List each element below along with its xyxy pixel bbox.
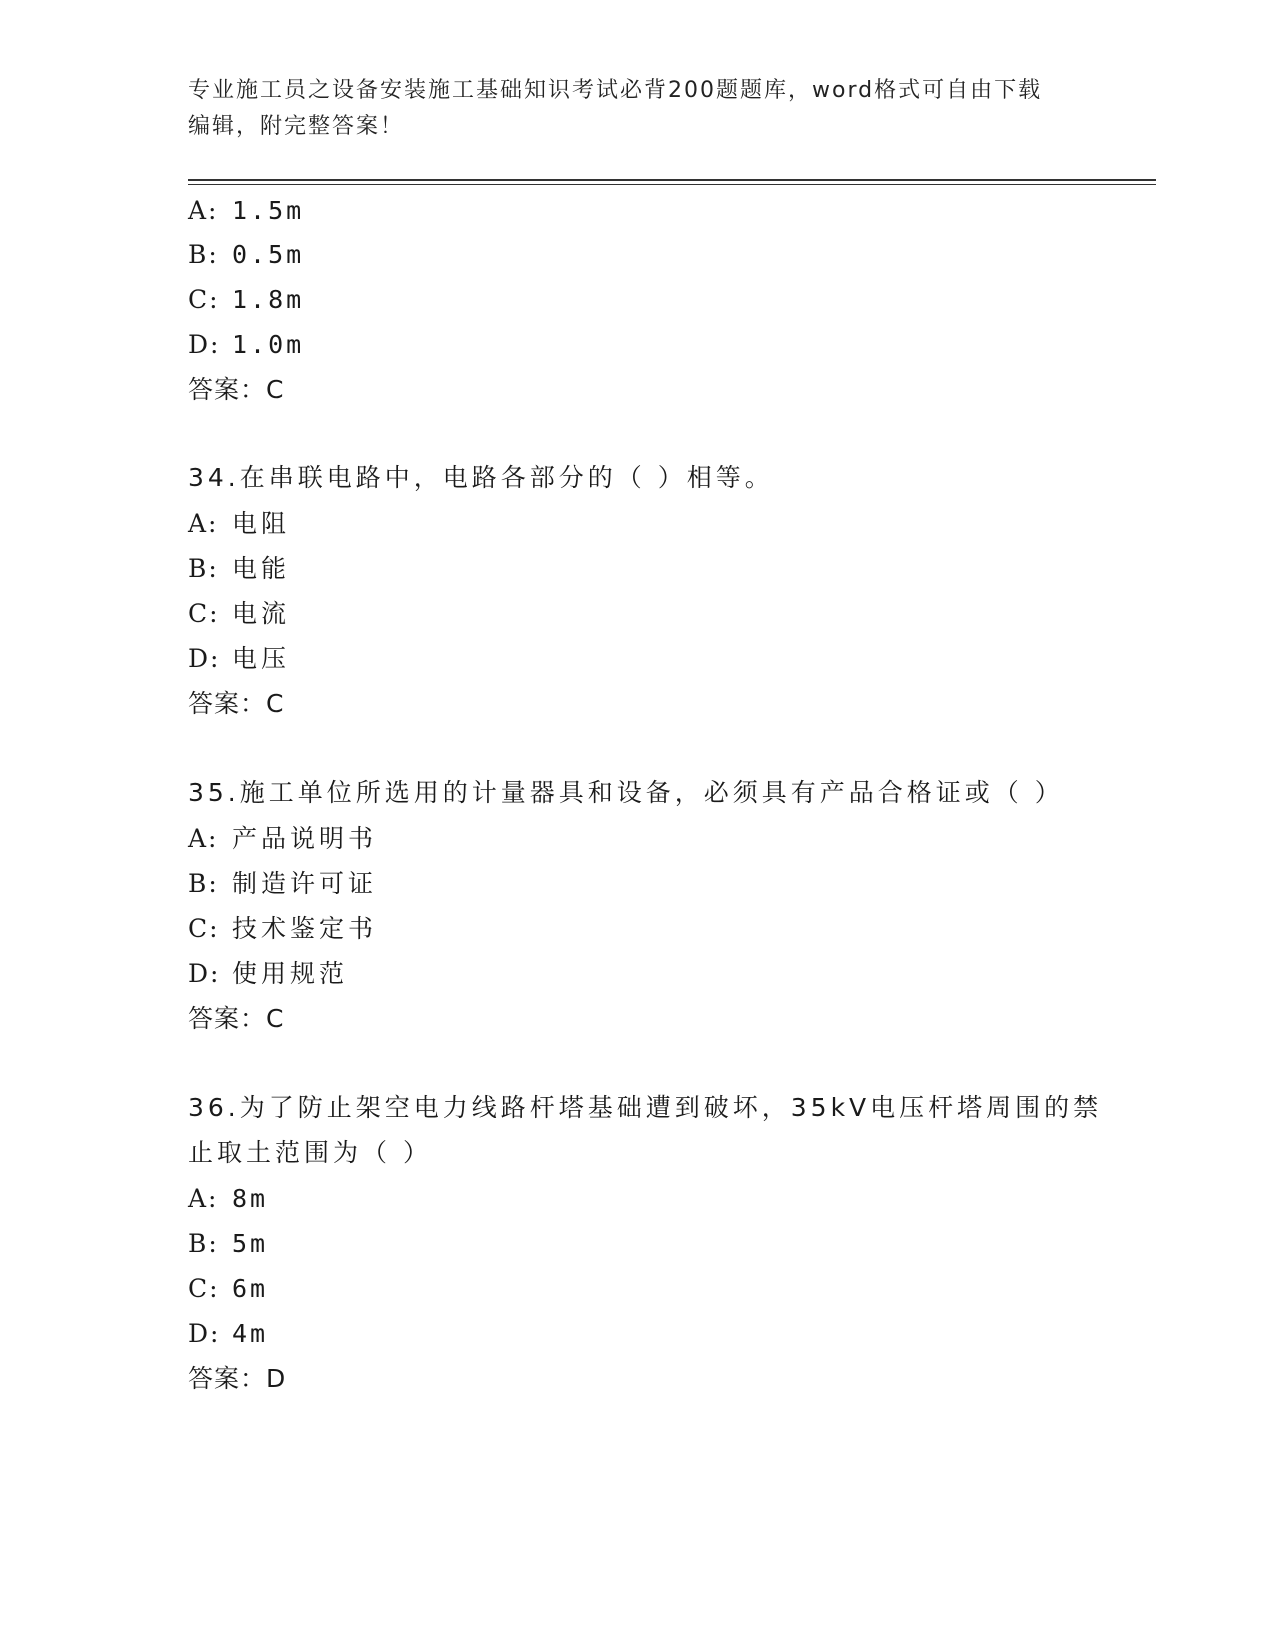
option-key: C: [188, 1274, 220, 1303]
option-key: C: [188, 599, 220, 628]
q36-option-c [188, 1274, 268, 1304]
q34-option-d [188, 644, 290, 674]
q33-option-b [188, 240, 304, 270]
q36-answer: 答案：D [188, 1364, 287, 1393]
option-value: 技术鉴定书 [232, 914, 378, 943]
option-key: B: [188, 554, 219, 583]
option-value: 1.0m [232, 330, 305, 359]
option-value: 产品说明书 [232, 824, 378, 853]
option-key: A: [188, 824, 219, 853]
q33-option-d [188, 330, 304, 360]
option-value: 0.5m [232, 240, 305, 269]
option-value: 1.5m [232, 196, 305, 225]
q35-option-a [188, 824, 377, 854]
option-value: 1.8m [232, 285, 305, 314]
option-key: D: [188, 644, 221, 673]
q33-answer: 答案：C [188, 375, 285, 404]
option-value: 电阻 [232, 509, 291, 538]
q36-question-text-line-1: 36.为了防止架空电力线路杆塔基础遭到破坏，35kV电压杆塔周围的禁 [188, 1093, 1103, 1122]
header-title-line-1: 专业施工员之设备安装施工基础知识考试必背200题题库，word格式可自由下载 [188, 78, 1043, 103]
option-value: 电流 [232, 599, 291, 628]
q34-option-b [188, 554, 290, 584]
option-key: D: [188, 1319, 221, 1348]
q34-answer: 答案：C [188, 689, 285, 718]
option-key: B: [188, 869, 219, 898]
q36-option-a [188, 1184, 268, 1214]
q35-question-text: 35.施工单位所选用的计量器具和设备，必须具有产品合格证或（ ） [188, 778, 1064, 807]
option-value: 6m [232, 1274, 269, 1303]
document-header [188, 73, 1088, 145]
option-value: 制造许可证 [232, 869, 378, 898]
header-title-line-2: 编辑，附完整答案！ [188, 114, 405, 139]
option-key: B: [188, 1229, 219, 1258]
header-divider-thin [188, 184, 1156, 185]
option-value: 使用规范 [232, 959, 349, 988]
option-value: 电能 [232, 554, 291, 583]
q34-option-c [188, 599, 290, 629]
q36-question-text-line-2: 止取土范围为（ ） [188, 1138, 432, 1167]
option-key: A: [188, 509, 219, 538]
q36-option-b [188, 1229, 268, 1259]
option-key: D: [188, 959, 221, 988]
option-value: 8m [232, 1184, 269, 1213]
option-value: 电压 [232, 644, 291, 673]
q35-option-b [188, 869, 377, 899]
option-key: B: [188, 240, 219, 269]
q35-option-c [188, 914, 377, 944]
q34-question-text: 34.在串联电路中，电路各部分的（ ）相等。 [188, 463, 774, 492]
option-key: C: [188, 285, 220, 314]
option-key: A: [188, 1184, 219, 1213]
q33-option-c [188, 285, 304, 315]
header-divider-thick [188, 179, 1156, 181]
q34-option-a [188, 509, 290, 539]
option-value: 4m [232, 1319, 269, 1348]
q35-option-d [188, 959, 348, 989]
q33-option-a [188, 196, 304, 226]
option-value: 5m [232, 1229, 269, 1258]
option-key: C: [188, 914, 220, 943]
q36-option-d [188, 1319, 268, 1349]
q35-answer: 答案：C [188, 1004, 285, 1033]
option-key: A: [188, 196, 219, 225]
option-key: D: [188, 330, 221, 359]
